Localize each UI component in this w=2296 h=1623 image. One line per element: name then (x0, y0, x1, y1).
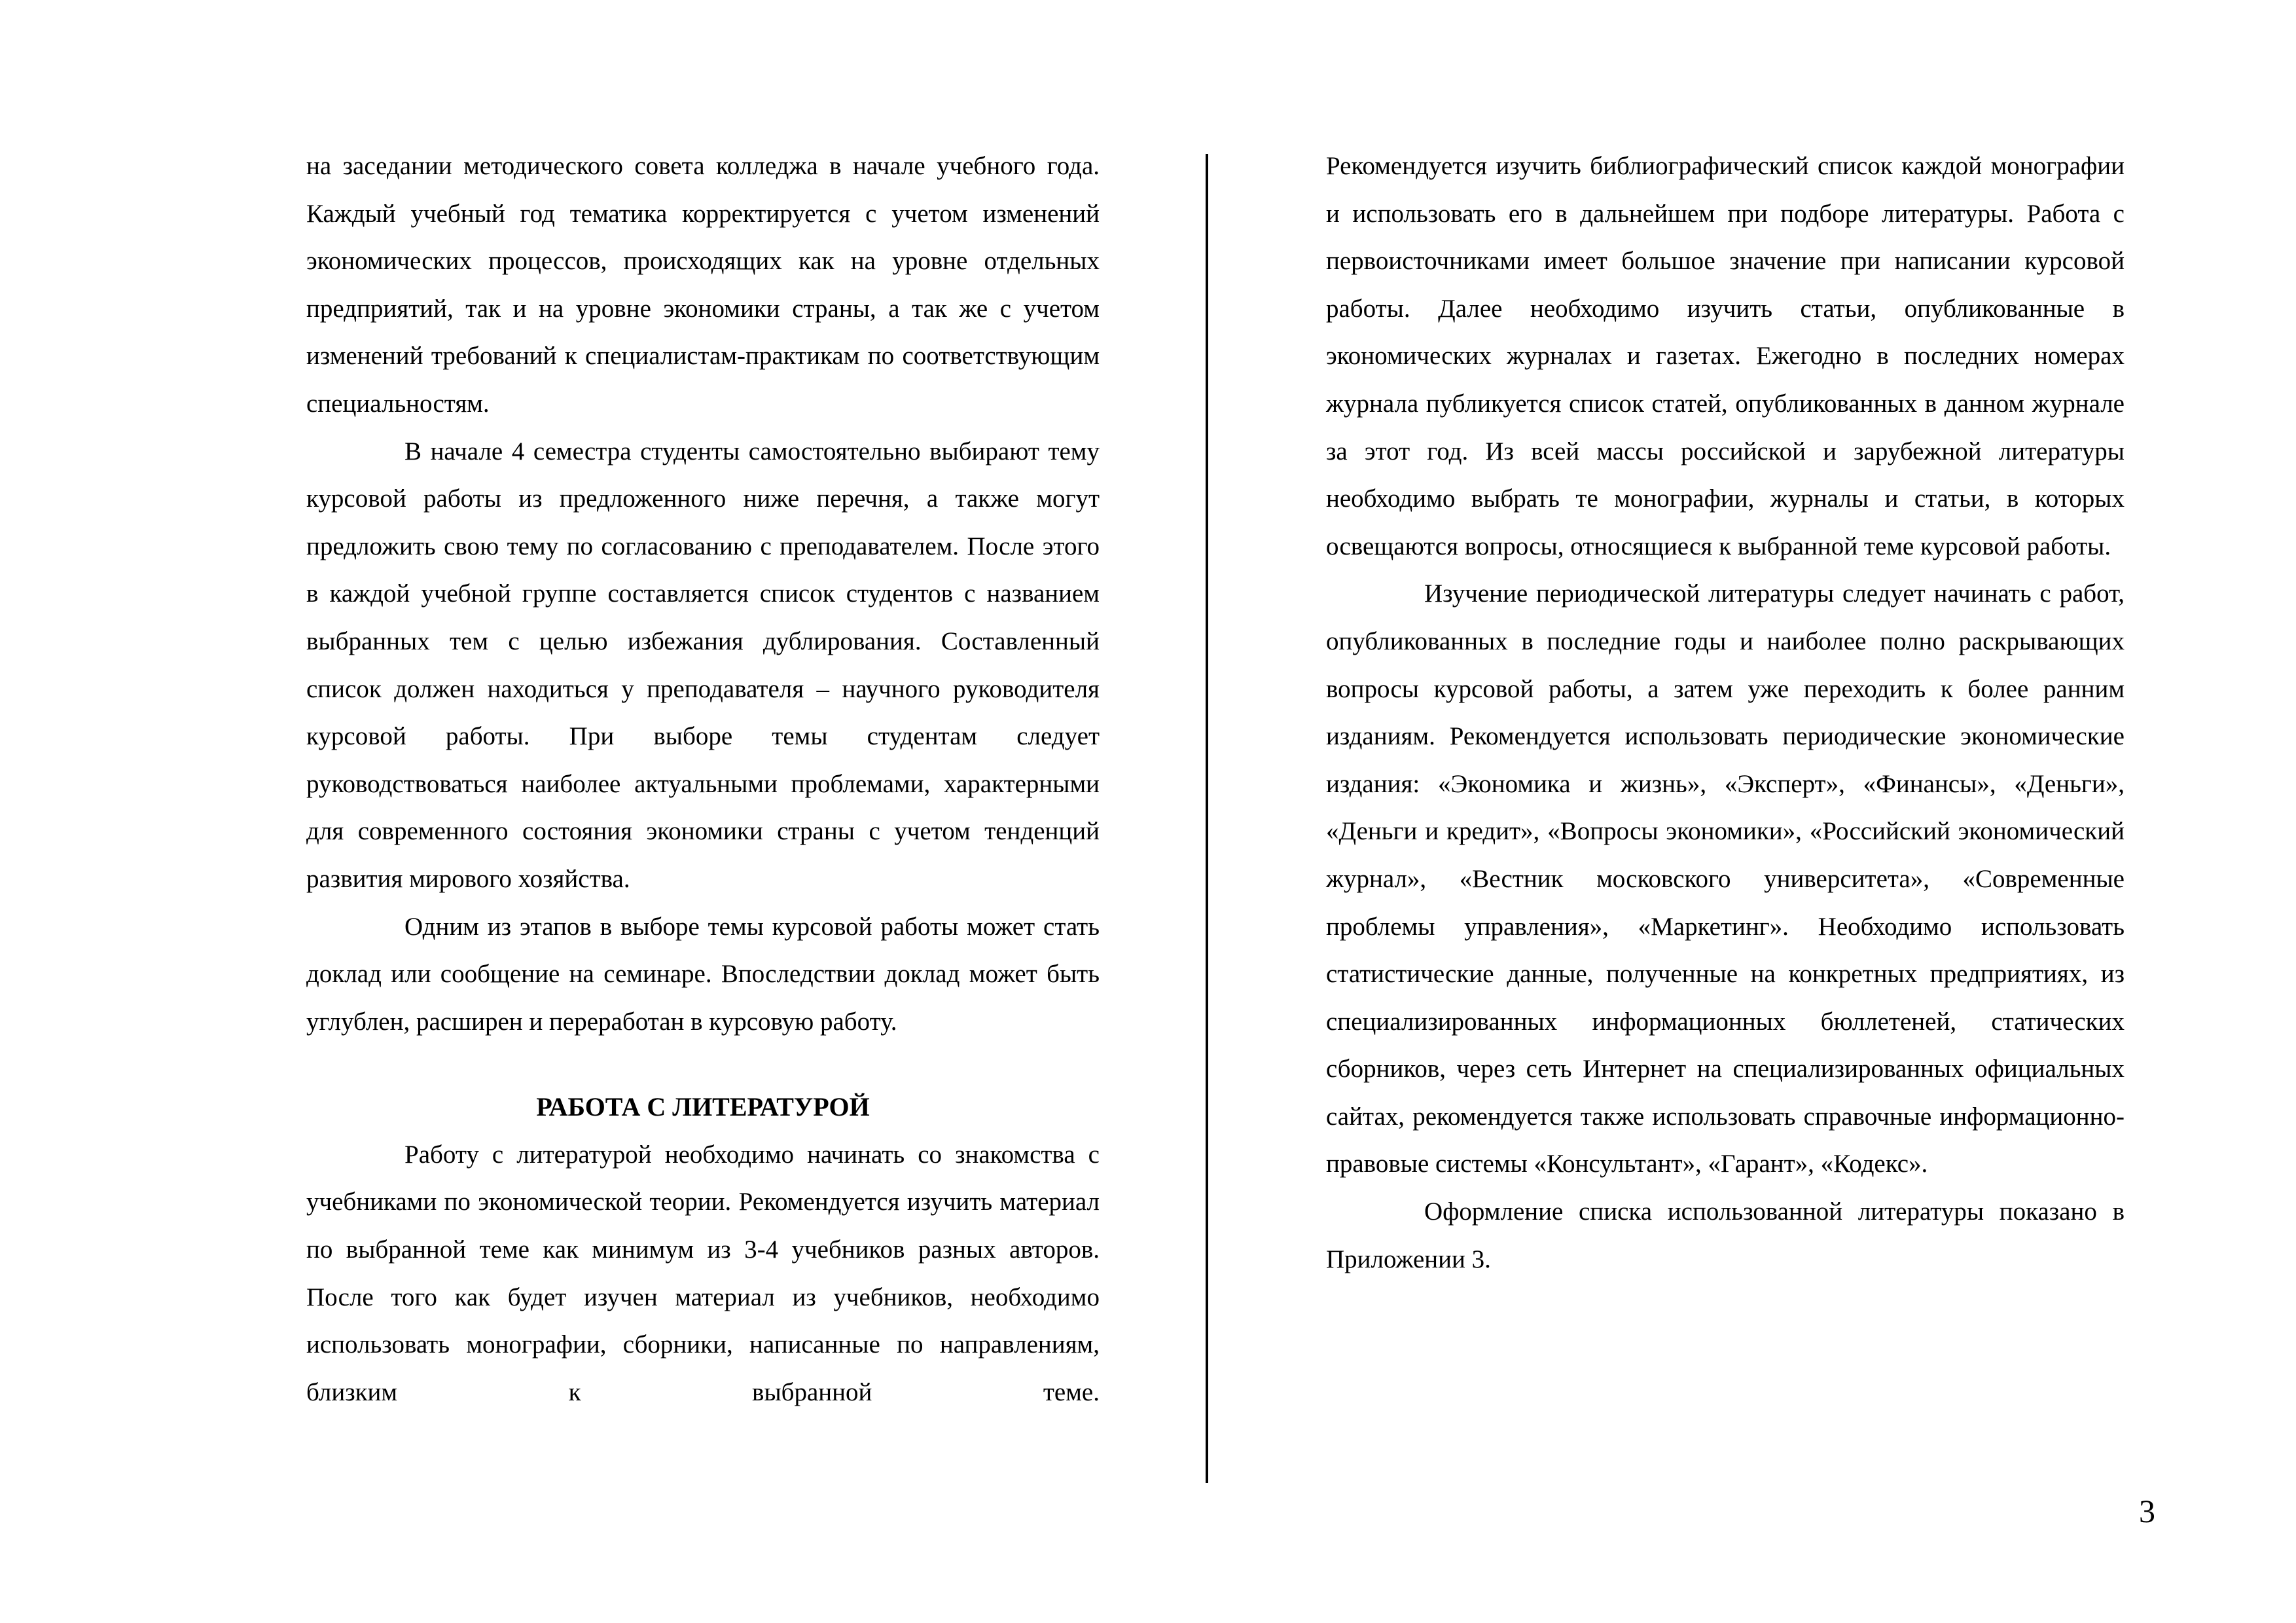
left-column (306, 143, 1100, 1416)
paragraph-bibliography: Рекомендуется изучить библиографический список каждой монографии и использовать его в дальнейшем при подборе литературы. Работа с первоисточниками имеет большое значение при написании курсовой работы. Далее необходимо изучить статьи, опубликованные в экономических журналах и газетах. Ежегодно в последних номерах журнала публикуется список статей, опубликованных в данном журнале за этот год. Из всей массы российской и зарубежной литературы необходимо выбрать те монографии, журналы и статьи, в которых освещаются вопросы, относящиеся к выбранной теме курсовой работы. (1326, 152, 2125, 560)
paragraph-topic-selection: В начале 4 семестра студенты самостоятельно выбирают тему курсовой работы из предложенного ниже перечня, а также могут предложить свою тему по согласованию с преподавателем. После этого в каждой учебной группе составляется список студентов с названием выбранных тем с целью избежания дублирования. Составленный список должен находиться у преподавателя – научного руководителя курсовой работы. При выборе темы студентам следует руководствоваться наиболее актуальными проблемами, характерными для современного состояния экономики страны с учетом тенденций развития мирового хозяйства. (306, 437, 1100, 893)
page-number: 3 (2139, 1493, 2155, 1529)
column-divider (1206, 154, 1208, 1483)
paragraph-periodicals: Изучение периодической литературы следует начинать с работ, опубликованных в последние годы и наиболее полно раскрывающих вопросы курсовой работы, а затем уже переходить к более ранним изданиям. Рекомендуется использовать периодические экономические издания: «Экономика и жизнь», «Эксперт», «Финансы», «Деньги», «Деньги и кредит», «Вопросы экономики», «Российский экономический журнал», «Вестник московского университета», «Современные проблемы управления», «Маркетинг». Необходимо использовать статистические данные, полученные на конкретных предприятиях, из специализированных информационных бюллетеней, статических сборников, через сеть Интернет на специализированных официальных сайтах, рекомендуется также использовать справочные информационно-правовые системы «Консультант», «Гарант», «Кодекс». (1326, 579, 2125, 1178)
paragraph-appendix-reference: Оформление списка использованной литературы показано в Приложении 3. (1326, 1197, 2125, 1273)
right-column (1326, 143, 2125, 1283)
paragraph-literature-work: Работу с литературой необходимо начинать со знакомства с учебниками по экономической теории. Рекомендуется изучить материал по выбранной теме как минимум из 3-4 учебников разных авторов. После того как будет изучен материал из учебников, необходимо использовать монографии, сборники, написанные по направлениям, близким к выбранной теме. (306, 1140, 1100, 1406)
section-heading-literature: РАБОТА С ЛИТЕРАТУРОЙ (536, 1092, 870, 1122)
paragraph-methodical-council: на заседании методического совета колледжа в начале учебного года. Каждый учебный год тематика корректируется с учетом изменений экономических процессов, происходящих как на уровне отдельных предприятий, так и на уровне экономики страны, а так же с учетом изменений требований к специалистам-практикам по соответствующим специальностям. (306, 152, 1100, 418)
paragraph-report-stage: Одним из этапов в выборе темы курсовой работы может стать доклад или сообщение на семинаре. Впоследствии доклад может быть углублен, расширен и переработан в курсовую работу. (306, 912, 1100, 1036)
